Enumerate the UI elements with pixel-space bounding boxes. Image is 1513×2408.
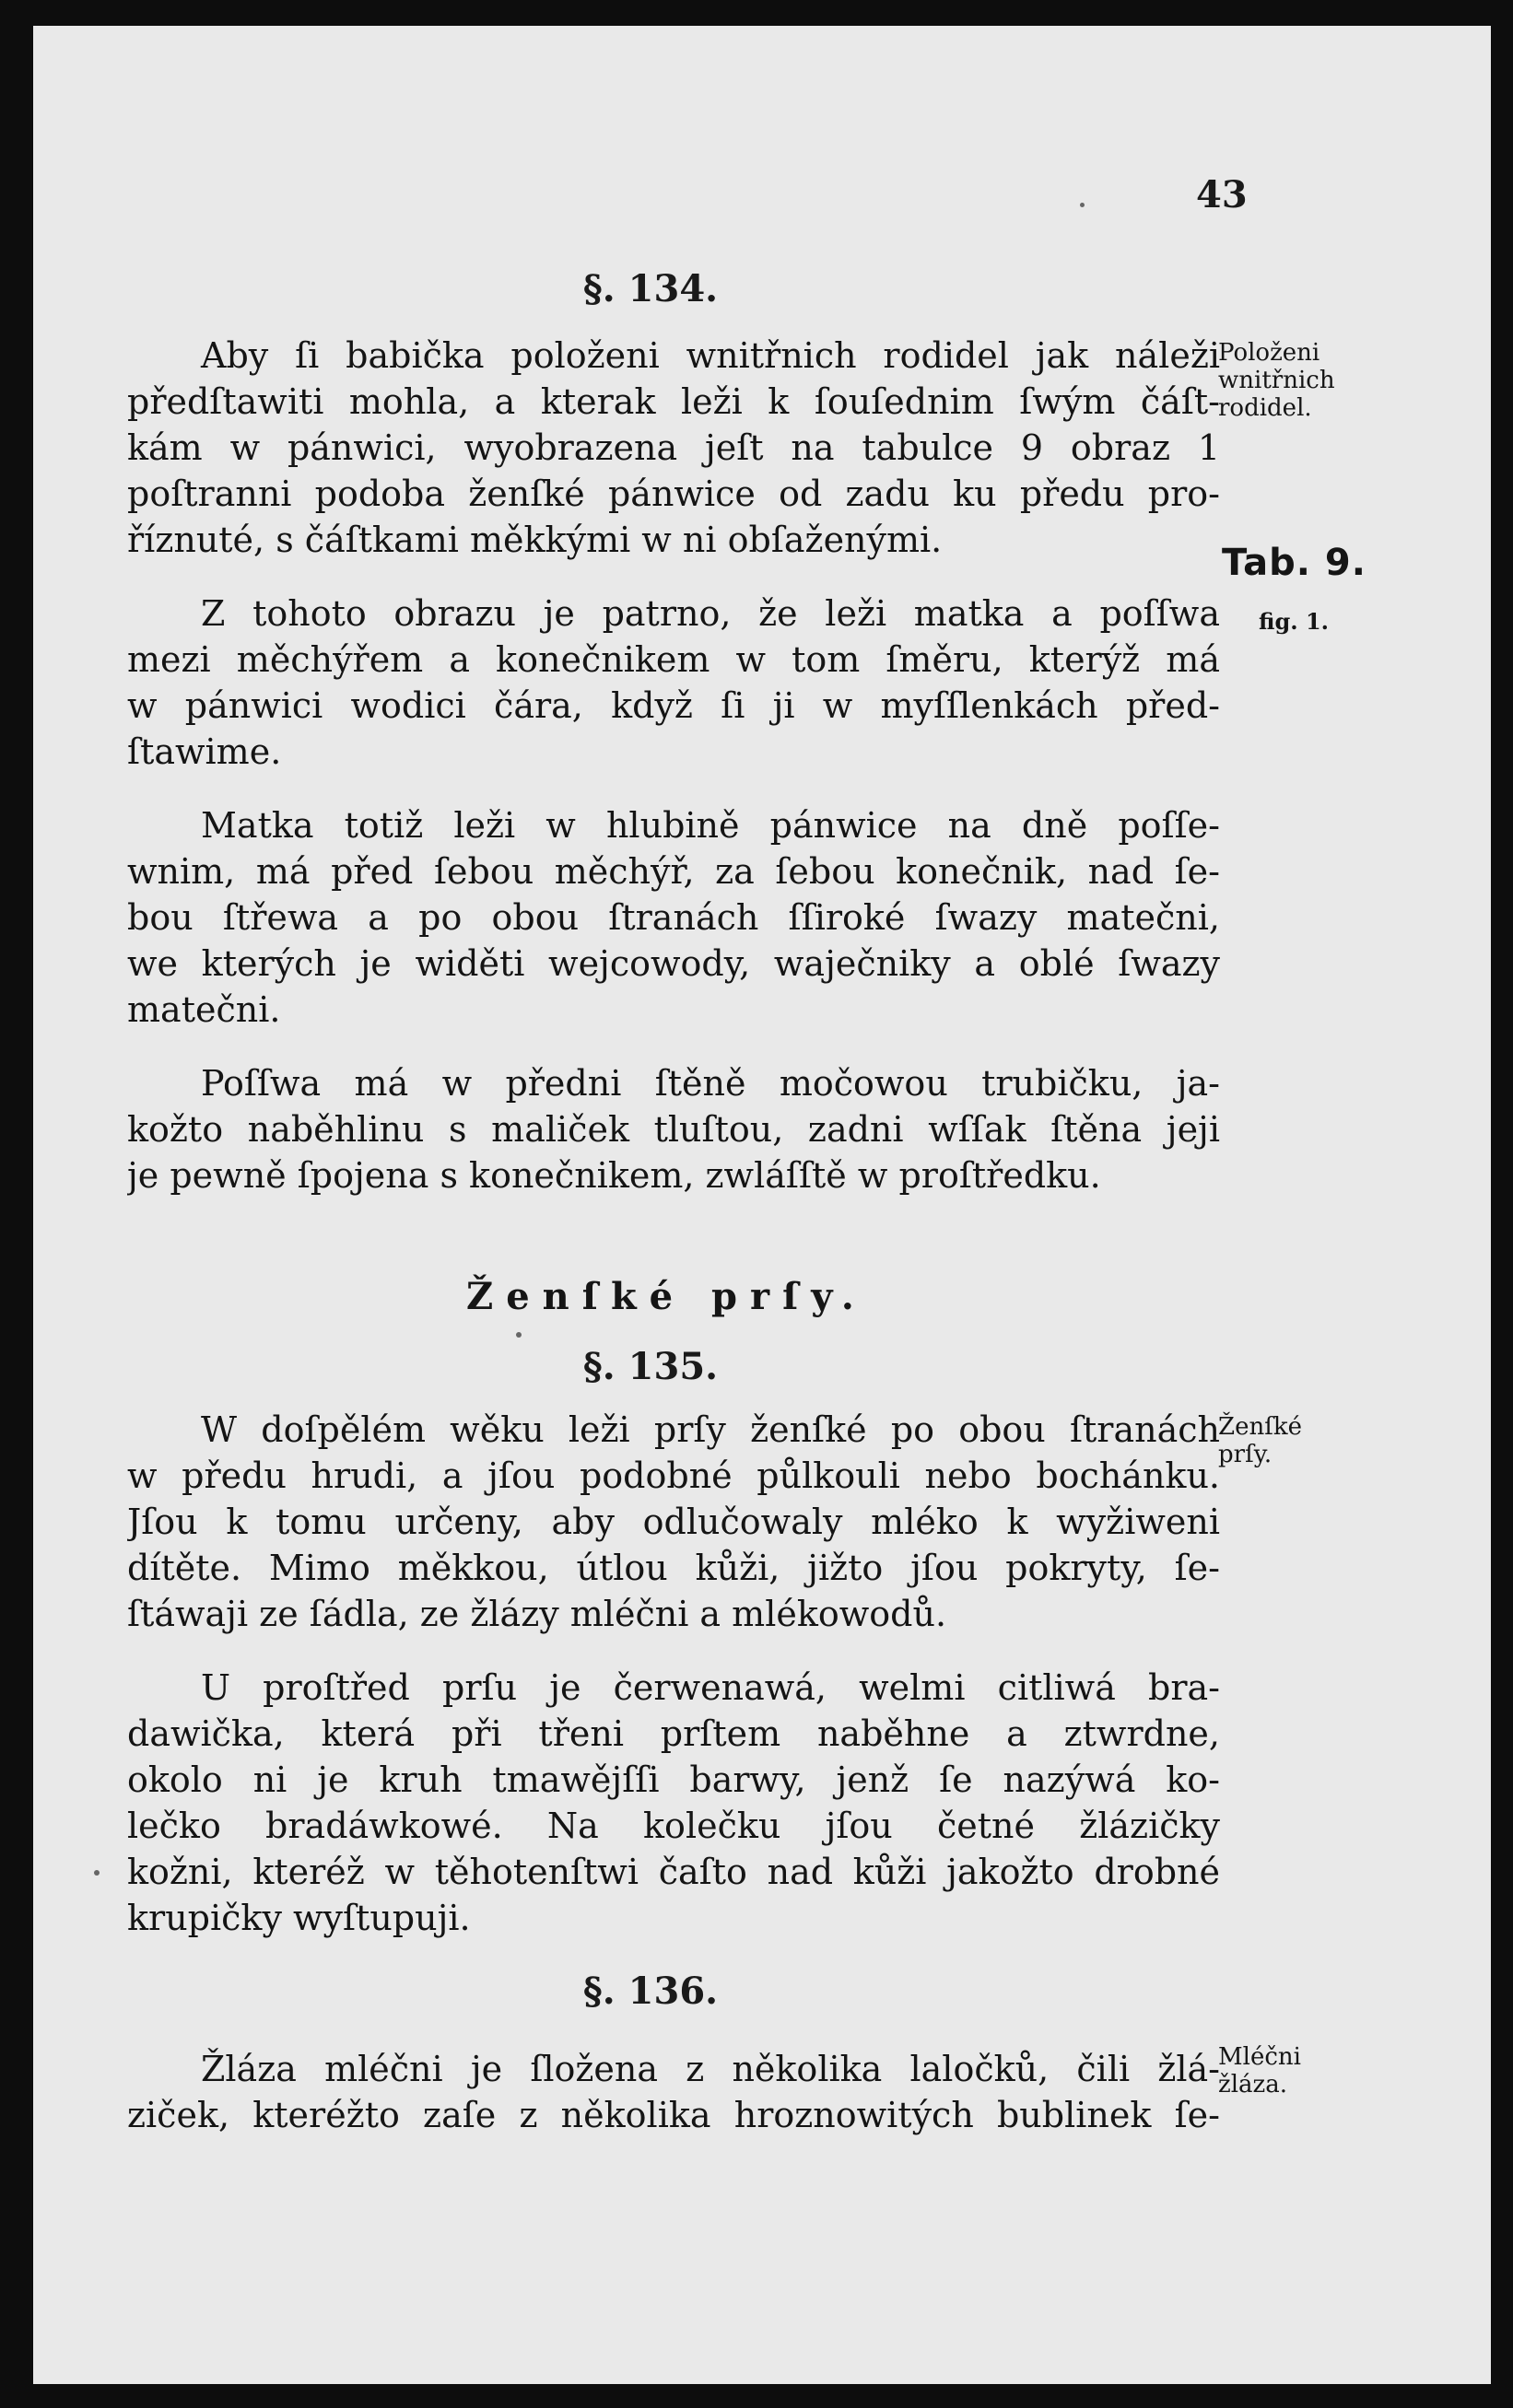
text-line: ſtawime. <box>127 731 282 772</box>
text-line: kožto naběhlinu s maliček tluſtou, zadni wſſak ſtěna jeji <box>127 1109 1220 1150</box>
text-line: Aby ſi babička položeni wnitřnich rodidel jak náleži <box>201 335 1220 376</box>
chapter-title: Ženſké prſy. <box>466 1275 867 1318</box>
text-line: U proſtřed prſu je čerwenawá, welmi citliwá bra- <box>201 1667 1220 1708</box>
text-line: ziček, kteréžto zaſe z několika hroznowitých bublinek ſe- <box>127 2095 1220 2135</box>
text-line: w předu hrudi, a jſou podobné půlkouli nebo bochánku. <box>127 1455 1220 1496</box>
section-heading-134: §. 134. <box>582 267 719 310</box>
book-page <box>33 26 1491 2384</box>
text-line: ſtáwaji ze ſádla, ze žlázy mléčni a mlékowodů. <box>127 1594 947 1634</box>
text-line: poſtranni podoba ženſké pánwice od zadu ku předu pro- <box>127 473 1220 514</box>
text-line: kám w pánwici, wyobrazena jeſt na tabulce 9 obraz 1 <box>127 427 1220 468</box>
margin-note-polozeni: Položeni wnitřnich rodidel. <box>1218 339 1335 422</box>
text-line: je pewně ſpojena s konečnikem, zwláſſtě w proſtředku. <box>127 1155 1101 1196</box>
text-line: kožni, kteréž w těhotenſtwi čaſto nad kůži jakožto drobné <box>127 1852 1220 1892</box>
text-line: lečko bradáwkowé. Na kolečku jſou četné žlázičky <box>127 1806 1220 1846</box>
text-line: w pánwici wodici čára, když ſi ji w myſſlenkách před- <box>127 685 1220 726</box>
text-line: Jſou k tomu určeny, aby odlučowaly mléko k wyžiweni <box>127 1502 1220 1542</box>
margin-note-mlecni-zlaza: Mléčni žláza. <box>1218 2043 1301 2098</box>
text-line: bou ſtřewa a po obou ſtranách ſſiroké ſwazy matečni, <box>127 897 1220 938</box>
text-line: Z tohoto obrazu je patrno, že leži matka a poſſwa <box>201 593 1220 634</box>
text-line: dítěte. Mimo měkkou, útlou kůži, jižto jſou pokryty, ſe- <box>127 1548 1220 1588</box>
text-line: W doſpělém wěku leži prſy ženſké po obou ſtranách <box>201 1409 1220 1450</box>
text-line: we kterých je widěti wejcowody, waječniky a oblé ſwazy <box>127 943 1220 984</box>
print-speck <box>1080 203 1085 207</box>
text-line: okolo ni je kruh tmawějſſi barwy, jenž ſe nazýwá ko- <box>127 1759 1220 1800</box>
text-line: říznuté, s čáſtkami měkkými w ni obſaženými. <box>127 520 943 560</box>
text-line: matečni. <box>127 989 281 1030</box>
plate-reference: Tab. 9. <box>1222 542 1366 584</box>
text-line: předſtawiti mohla, a kterak leži k ſouſednim ſwým čáſt- <box>127 381 1220 422</box>
text-line: Žláza mléčni je ſložena z několika laločků, čili žlá- <box>201 2049 1220 2089</box>
page-number: 43 <box>1196 173 1248 216</box>
print-speck <box>516 1332 522 1338</box>
figure-reference: fig. 1. <box>1259 608 1329 635</box>
text-line: krupičky wyſtupuji. <box>127 1898 471 1938</box>
section-heading-135: §. 135. <box>582 1345 719 1388</box>
text-line: wnim, má před ſebou měchýř, za ſebou konečnik, nad ſe- <box>127 851 1220 892</box>
text-line: dawička, která při třeni prſtem naběhne a ztwrdne, <box>127 1713 1220 1754</box>
section-heading-136: §. 136. <box>582 1970 719 2013</box>
text-line: mezi měchýřem a konečnikem w tom ſměru, kterýž má <box>127 639 1220 680</box>
text-line: Matka totiž leži w hlubině pánwice na dně poſſe- <box>201 805 1220 846</box>
margin-note-zenske-prsy: Ženſké prſy. <box>1218 1413 1302 1468</box>
text-line: Poſſwa má w předni ſtěně močowou trubičku, ja- <box>201 1063 1220 1104</box>
print-speck <box>94 1870 100 1876</box>
